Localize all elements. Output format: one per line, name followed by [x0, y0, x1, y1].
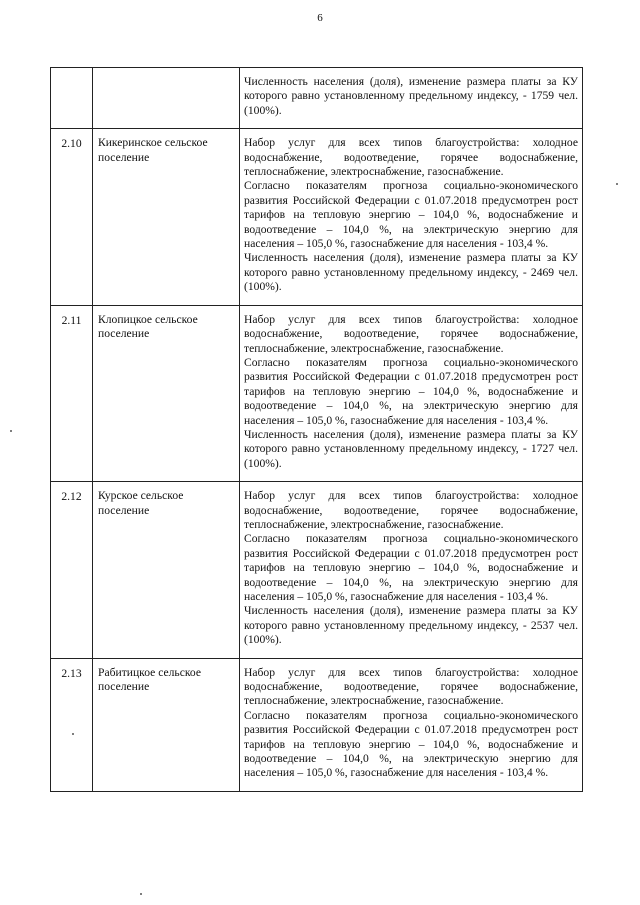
table-row — [51, 68, 583, 129]
row-number — [51, 68, 93, 129]
row-description — [240, 482, 583, 658]
page-number: 6 — [317, 12, 323, 24]
settlement-name: Рабитицкое сельское поселение — [93, 658, 240, 791]
table-body — [51, 68, 583, 792]
row-number: 2.11 — [51, 305, 93, 481]
settlement-name: Курское сельское поселение — [93, 482, 240, 658]
row-description — [240, 305, 583, 481]
row-description — [240, 658, 583, 791]
table-row — [51, 482, 583, 658]
description-paragraph: Численность населения (доля), изменение размера платы за КУ которого равно установленному предельному индексу, - 1727 чел. (100%). — [244, 427, 578, 470]
description-paragraph: Численность населения (доля), изменение размера платы за КУ которого равно установленному предельному индексу, - 1759 чел. (100%). — [244, 75, 578, 117]
row-description — [240, 68, 583, 129]
row-description — [240, 129, 583, 305]
description-paragraph: Согласно показателям прогноза социально-экономического развития Российской Федерации с 01.07.2018 предусмотрен рост тарифов на тепловую энергию – 104,0 %, водоснабжение и водоотведение – 104,0 %, на электрическую энергию для населения – 105,0 %, газоснабжение для населения - 103,4 %. — [244, 179, 578, 251]
settlement-name: Кикеринское сельское поселение — [93, 129, 240, 305]
scan-speck — [72, 733, 74, 735]
scan-speck — [616, 183, 618, 185]
settlement-name — [93, 68, 240, 129]
scan-speck — [10, 430, 12, 432]
row-number: 2.10 — [51, 129, 93, 305]
description-paragraph: Набор услуг для всех типов благоустройства: холодное водоснабжение, водоотведение, горячее водоснабжение, теплоснабжение, электроснабжение, газоснабжение. — [244, 312, 578, 355]
settlement-name: Клопицкое сельское поселение — [93, 305, 240, 481]
description-paragraph: Численность населения (доля), изменение размера платы за КУ которого равно установленному предельному индексу, - 2537 чел. (100%). — [244, 604, 578, 647]
tariff-table — [50, 67, 583, 792]
description-paragraph: Набор услуг для всех типов благоустройства: холодное водоснабжение, водоотведение, горячее водоснабжение, теплоснабжение, электроснабжение, газоснабжение. — [244, 136, 578, 179]
description-paragraph: Численность населения (доля), изменение размера платы за КУ которого равно установленному предельному индексу, - 2469 чел. (100%). — [244, 251, 578, 294]
row-number: 2.12 — [51, 482, 93, 658]
description-paragraph: Согласно показателям прогноза социально-экономического развития Российской Федерации с 01.07.2018 предусмотрен рост тарифов на тепловую энергию – 104,0 %, водоснабжение и водоотведение – 104,0 %, на электрическую энергию для населения – 105,0 %, газоснабжение для населения - 103,4 %. — [244, 355, 578, 427]
row-number: 2.13 — [51, 658, 93, 791]
description-paragraph: Согласно показателям прогноза социально-экономического развития Российской Федерации с 01.07.2018 предусмотрен рост тарифов на тепловую энергию – 104,0 %, водоснабжение и водоотведение – 104,0 %, на электрическую энергию для населения – 105,0 %, газоснабжение для населения - 103,4 %. — [244, 532, 578, 603]
scan-speck — [140, 893, 142, 895]
table-row — [51, 305, 583, 481]
table-row — [51, 129, 583, 305]
description-paragraph: Набор услуг для всех типов благоустройства: холодное водоснабжение, водоотведение, горячее водоснабжение, теплоснабжение, электроснабжение, газоснабжение. — [244, 489, 578, 531]
description-paragraph: Набор услуг для всех типов благоустройства: холодное водоснабжение, водоотведение, горячее водоснабжение, теплоснабжение, электроснабжение, газоснабжение. — [244, 665, 578, 708]
table-row — [51, 658, 583, 791]
description-paragraph: Согласно показателям прогноза социально-экономического развития Российской Федерации с 01.07.2018 предусмотрен рост тарифов на тепловую энергию – 104,0 %, водоснабжение и водоотведение – 104,0 %, на электрическую энергию для населения – 105,0 %, газоснабжение для населения - 103,4 %. — [244, 708, 578, 780]
